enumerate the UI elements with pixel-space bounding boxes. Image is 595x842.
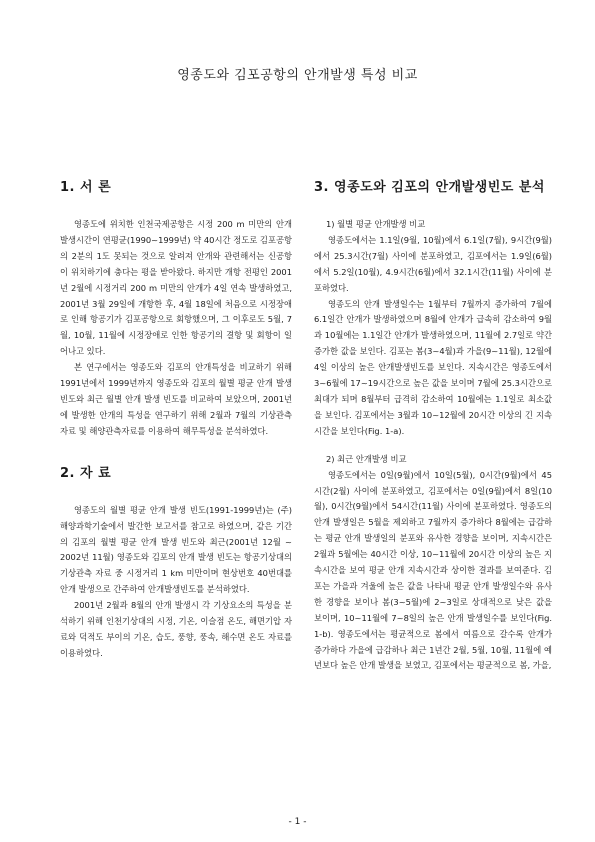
subsection-heading: 1) 월별 평균 안개발생 비교 (326, 219, 426, 229)
right-column (314, 176, 552, 674)
paragraph: 2001년 2월과 8월의 안개 발생시 각 기상요소의 특성을 분석하기 위해 인천기상대의 시정, 기온, 이슬점 온도, 해면기압 자료와 덕적도 부이의 기온, 습도, 풍향, 풍속, 해수면 온도 자료를 이용하였다. (60, 600, 292, 658)
left-column (60, 176, 292, 662)
paragraph: 영종도의 월별 평균 안개 발생 빈도(1991-1999년)는 (주)해양과학기술에서 발간한 보고서를 참고로 하였으며, 같은 기간의 김포의 월별 평균 안개 발생 빈도와 최근(2001년 12월 ~ 2002년 11월) 영종도와 김포의 안개 발생 빈도는 항공기상대의 기상관측 자료 중 시정거리 1 km 미만이며 현상번호 40번대를 안개 발생으로 간주하여 안개발생빈도를 분석하였다. (60, 504, 292, 595)
page-number: - 1 - (288, 817, 307, 827)
section-heading-data: 2. 자 료 (60, 465, 112, 481)
paragraph: 영종도에서는 1.1일(9월, 10월)에서 6.1일(7월), 9시간(9월)에서 25.3시간(7월) 사이에 분포하였고, 김포에서는 1.9일(6월)에서 5.2일(10월), 4.9시간(6월)에서 32.1시간(11월) 사이에 분포하였다. (314, 234, 552, 293)
subsection-heading: 2) 최근 안개발생 비교 (326, 453, 407, 464)
paper-title: 영종도와 김포공항의 안개발생 특성 비교 (177, 68, 418, 83)
section-heading-analysis: 3. 영종도와 김포의 안개발생빈도 분석 (314, 180, 545, 195)
paragraph: 영종도의 안개 발생일수는 1월부터 7월까지 증가하여 7월에 6.1일간 안개가 발생하였으며 8월에 안개가 급속히 감소하여 9월과 10월에는 1.1일간 안개가 발생하였으며, 11월에 2.7일로 약간 증가한 값을 보인다. 김포는 봄(3~4월)과 가을(9~11월), 12월에 4일 이상의 높은 안개발생빈도를 보인다. 지속시간은 영종도에서 3~6월에 17~19시간으로 높은 값을 보이며 7월에 25.3시간으로 최대가 되며 8월부터 급격히 감소하여 10월에는 1.1일로 최소값을 보인다. 김포에서는 3월과 10~12월에 20시간 이상의 긴 지속시간을 보인다(Fig. 1-a). (314, 298, 552, 436)
paragraph: 본 연구에서는 영종도와 김포의 안개특성을 비교하기 위해 1991년에서 1999년까지 영종도와 김포의 월별 평균 안개 발생 빈도와 최근 월별 안개 발생 빈도를 비교하여 보았으며, 2001년에 발생한 안개의 특성을 연구하기 위해 2월과 7월의 기상관측자료 및 해양관측자료를 이용하여 해무특성을 분석하였다. (60, 362, 292, 436)
section-heading-introduction: 1. 서 론 (60, 180, 112, 195)
paragraph: 영종도에서는 0일(9월)에서 10일(5월), 0시간(9월)에서 45시간(2월) 사이에 분포하였고, 김포에서는 0일(9월)에서 8일(10월), 0시간(9월)에서 54시간(11월) 사이에 분포하였다. 영종도의 안개 발생일은 5월을 제외하고 7월까지 증가하다 8월에는 급감하는 평균 안개 발생일의 분포와 유사한 경향을 보이며, 지속시간은 2월과 5월에는 40시간 이상, 10~11월에 20시간 이상의 높은 지속시간을 보여 평균 안개 지속시간과 상이한 결과를 보여준다. 김포는 가을과 겨울에 높은 값을 나타내 평균 안개 발생일수와 유사한 경향을 보이나 봄(3~5월)에 2~3일로 상대적으로 낮은 값을 보이며, 10~11월에 7~8일의 높은 안개 발생일수를 보인다(Fig. 1-b). 영종도에서는 평균적으로 봄에서 여름으로 갈수록 안개가 증가하다 가을에 급감하나 최근 1년간 2월, 5월, 10월, 11월에 예년보다 높은 안개 발생을 보였고, 김포에서는 평균적으로 봄, 가을, (314, 469, 552, 671)
paragraph: 영종도에 위치한 인천국제공항은 시정 200 m 미만의 안개 발생시간이 연평균(1990~1999년) 약 40시간 정도로 김포공항의 2분의 1도 못되는 것으로 알려져 안개와 관련해서는 신공항이 위치하기에 충다는 평을 받아왔다. 하지만 개항 전평인 2001년 2월에 시정거리 200 m 미만의 안개가 4일 연속 발생하였고, 2001년 3월 29일에 개항한 후, 4월 18일에 처음으로 시정장애로 인해 항공기가 김포공항으로 회항했으며, 그 이후로도 5월, 7월, 10월, 11월에 시정장애로 인한 항공기의 결항 및 회항이 일어나고 있다. (60, 219, 292, 357)
